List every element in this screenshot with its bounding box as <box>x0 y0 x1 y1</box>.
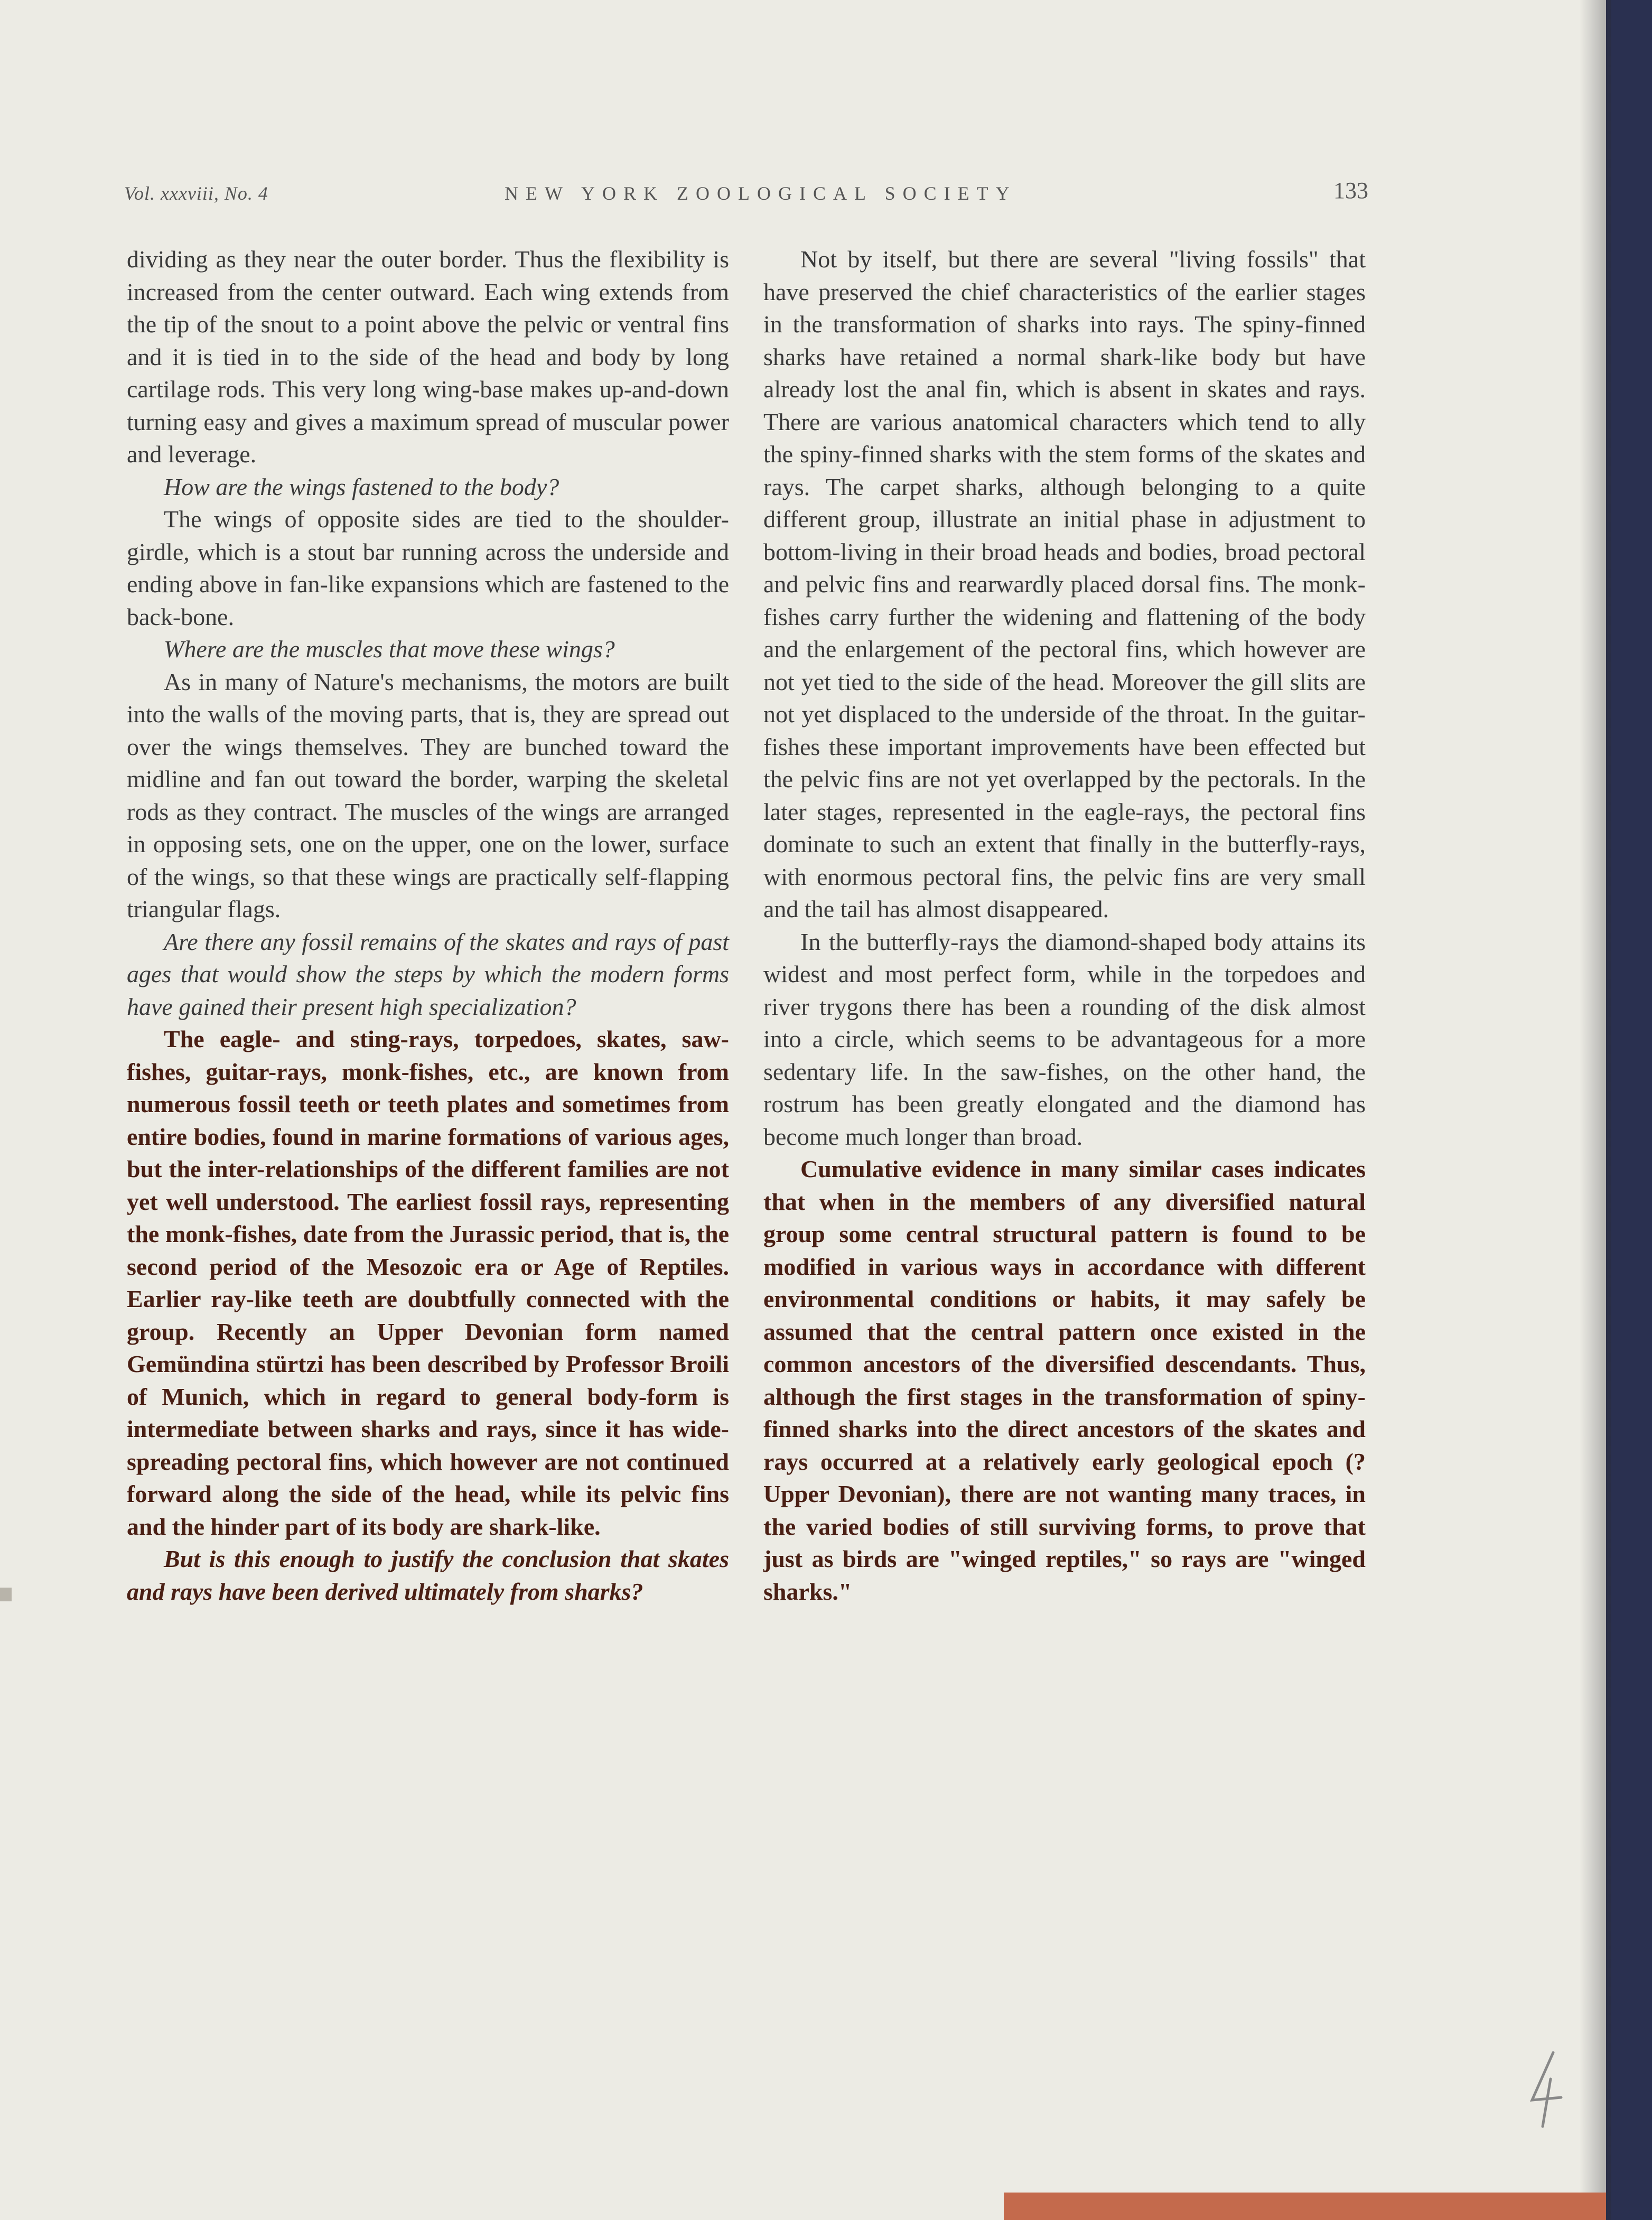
paragraph: In the butterfly-rays the diamond-shaped body attains its widest and most perfect form, while in the torpedoes and river trygons there has been a rounding of the disk almost into a circle, which seems to be advantageous for a more sedentary life. In the saw-fishes, on the other hand, the rostrum has been greatly elongated and the diamond has become much longer than broad. <box>763 928 1366 1150</box>
paragraph: Cumulative evidence in many similar cases indicates that when in the members of any diversified natural group some central structural pattern is found to be modified in various ways in accordance with different environmental conditions or habits, it may safely be assumed that the central pattern once existed in the common ancestors of the diversified descendants. Thus, although the first stages in the transformation of spiny-finned sharks into the direct ancestors of the skates and rays occurred at a relatively early geological epoch (?Upper Devonian), there are not wanting many traces, in the varied bodies of still surviving forms, to prove that just as birds are "winged reptiles," so rays are "winged sharks." <box>763 1155 1366 1605</box>
volume-label: Vol. xxxviii, No. 4 <box>124 183 268 204</box>
paragraph: The wings of opposite sides are tied to the shoulder-girdle, which is a stout bar running across the underside and ending above in fan-like expansions which are fastened to the back-bone. <box>127 506 729 630</box>
society-title: NEW YORK ZOOLOGICAL SOCIETY <box>505 183 1017 204</box>
left-column <box>127 243 729 1608</box>
right-column <box>763 243 1366 1608</box>
question-heading: Where are the muscles that move these wings? <box>164 636 615 663</box>
paragraph: Not by itself, but there are several "living fossils" that have preserved the chief characteristics of the earlier stages in the transformation of sharks into rays. The spiny-finned sharks have retained a normal shark-like body but have already lost the anal fin, which is absent in skates and rays. There are various anatomical characters which tend to ally the spiny-finned sharks with the stem forms of the skates and rays. The carpet sharks, although belonging to a quite different group, illustrate an initial phase in adjustment to bottom-living in their broad heads and bodies, broad pectoral and pelvic fins and rearwardly placed dorsal fins. The monk-fishes carry further the widening and flattening of the body and the enlargement of the pectoral fins, which however are not yet tied to the side of the head. Moreover the gill slits are not yet displaced to the underside of the throat. In the guitar-fishes these important improvements have been effected but the pelvic fins are not yet overlapped by the pectorals. In the later stages, represented in the eagle-rays, the pectoral fins dominate to such an extent that finally in the butterfly-rays, with enormous pectoral fins, the pelvic fins are very small and the tail has almost disappeared. <box>763 246 1366 922</box>
page-number: 133 <box>1333 178 1368 203</box>
pencil-mark <box>1522 2050 1569 2129</box>
page-edge-shadow <box>1580 0 1611 2220</box>
question-heading: How are the wings fastened to the body? <box>164 473 559 500</box>
running-header <box>124 177 1368 209</box>
paragraph: The eagle- and sting-rays, torpedoes, skates, saw-fishes, guitar-rays, monk-fishes, etc., are known from numerous fossil teeth or teeth plates and sometimes from entire bodies, found in marine formations of various ages, but the inter-relationships of the different families are not yet well understood. The earliest fossil rays, representing the monk-fishes, date from the Jurassic period, that is, the second period of the Mesozoic era or Age of Reptiles. Earlier ray-like teeth are doubtfully connected with the group. Recently an Upper Devonian form named Gemündina stürtzi has been described by Professor Broili of Munich, which in regard to general body-form is intermediate between sharks and rays, since it has wide-spreading pectoral fins, which however are not continued forward along the side of the head, while its pelvic fins and the hinder part of its body are shark-like. <box>127 1025 729 1540</box>
page-bottom-edge <box>1004 2193 1606 2220</box>
paragraph: dividing as they near the outer border. Thus the flexibility is increased from the center outward. Each wing extends from the tip of the snout to a point above the pelvic or ventral fins and it is tied in to the side of the head and body by long cartilage rods. This very long wing-base makes up-and-down turning easy and gives a maximum spread of muscular power and leverage. <box>127 246 729 468</box>
paragraph: As in many of Nature's mechanisms, the motors are built into the walls of the moving parts, that is, they are spread out over the wings themselves. They are bunched toward the midline and fan out toward the border, warping the skeletal rods as they contract. The muscles of the wings are arranged in opposing sets, one on the upper, one on the lower, surface of the wings, so that these wings are practically self-flapping triangular flags. <box>127 668 729 922</box>
question-heading: Are there any fossil remains of the skates and rays of past ages that would show the steps by which the modern forms have gained their present high specialization? <box>127 928 729 1020</box>
question-heading: But is this enough to justify the conclusion that skates and rays have been derived ultimately from sharks? <box>127 1545 729 1605</box>
binding-mark <box>0 1588 12 1601</box>
